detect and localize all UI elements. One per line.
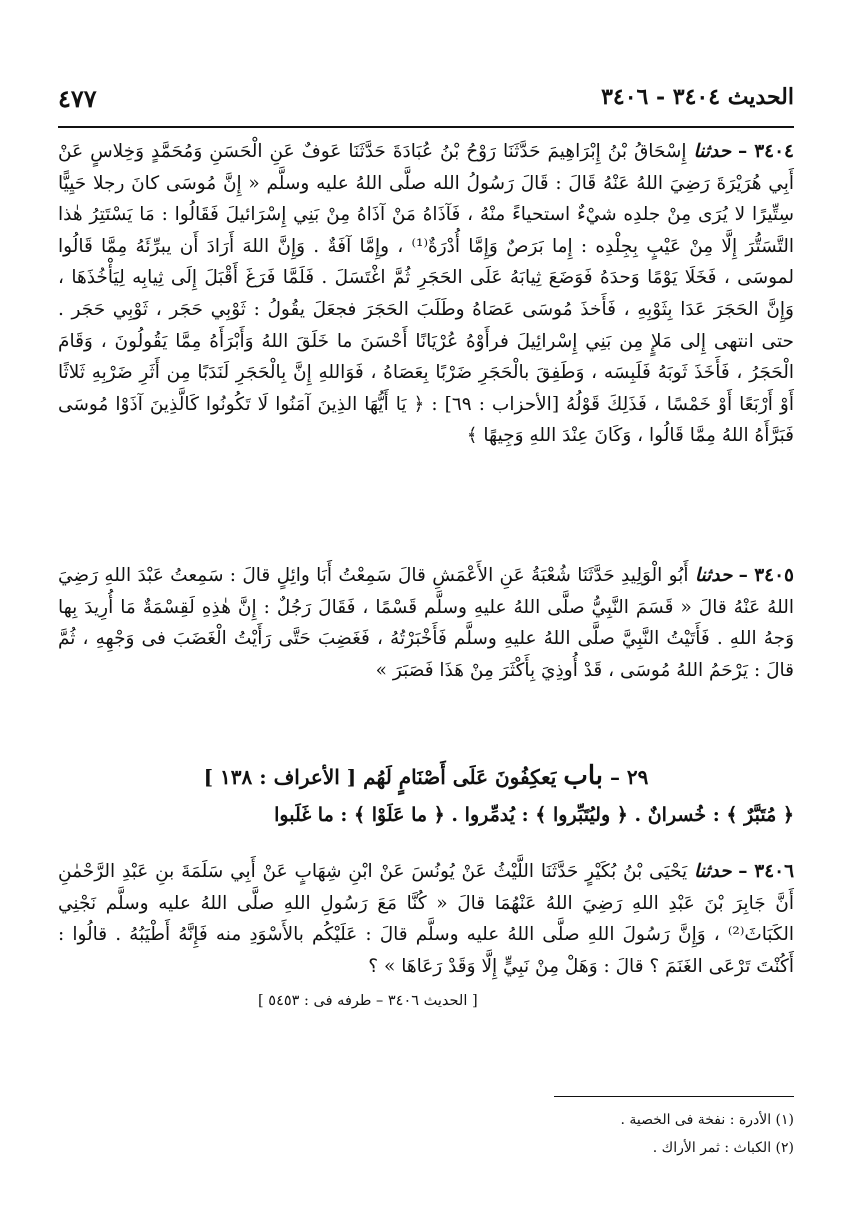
- footnote-2: (٢) الكباث : ثمر الأراك .: [652, 1140, 794, 1156]
- running-header: [58, 84, 794, 128]
- footnotes: [58, 1106, 794, 1162]
- chapter-number: ٢٩: [626, 765, 649, 789]
- hadith-3404: [58, 136, 794, 556]
- hadith-number: ٣٤٠٤: [754, 141, 794, 162]
- chapter-gloss: ﴿ مُتَبَّرٌ ﴾ : خُسرانٌ . ﴿ وليُتَبِّروا ﴾ : يُدمِّروا . ﴿ ما عَلَوْا ﴾ : ما غَلَبوا: [274, 804, 794, 826]
- hadith-number: ٣٤٠٥: [754, 565, 794, 586]
- separator: –: [738, 861, 748, 882]
- hadith-3405: [58, 560, 794, 742]
- haddathana-word: حدثنا: [693, 861, 732, 882]
- footnote-divider: [554, 1096, 794, 1097]
- separator: –: [738, 565, 748, 586]
- hadith-text: إِسْحَاقُ بْنُ إِبْرَاهِيمَ حَدَّثَنَا رَوْحُ بْنُ عُبَادَةَ حَدَّثَنَا عَوفٌ عَنِ الْحَسَنِ وَمُحَمَّدٍ وَخِلاسٍ عَنْ أَبِي هُرَيْرَةَ رَضِيَ اللهُ عَنْهُ قَالَ : قَالَ رَسُولُ الله صلَّى اللهُ عليه وسلَّم « إِنَّ مُوسَى كانَ رجلا حَيِيًّا سِتِّيرًا لا يُرَى مِنْ جلدِه شيْءٌ استحياءً منْهُ ، فَآذَاهُ مَنْ آذَاهُ مِنْ بَنِي إِسْرَائيلَ فَقَالُوا : مَا يَسْتَتِرُ هٰذا التَّسَتُّرَ إِلَّا مِنْ عَيْبٍ بِجِلْدِه : إِما بَرَصٌ وَإِمَّا أُدْرَةٌ⁽¹⁾ ، وإِمَّا آفَةٌ . وَإِنَّ اللهَ أَرَادَ أَن يبرِّئَهُ مِمَّا قَالُوا لموسَى ، فَخَلَا يَوْمًا وَحدَهُ فَوَضَعَ ثِيابَهُ عَلَى الحَجَرِ ثُمَّ اغْتَسَلَ . فَلَمَّا فَرَغَ أَقْبَلَ إِلَى ثِيابِه لِيَأْخُذَهَا ، وَإِنَّ الحَجَرَ عَدَا بِثَوْبِهِ ، فَأَخذَ مُوسَى عَصَاهُ وطَلَبَ الحَجَرَ فجعَلَ يقُولُ : ثَوْبِي حَجَر ، ثَوْبِي حَجَر . حتى انتهى إِلى مَلإٍ مِن بَنِي إِسْرائِيلَ فرأَوْهُ عُرْيَانًا أَحْسَنَ ما خَلَقَ اللهُ وَأَبْرَأَهُ مِمَّا يَقُولُونَ ، وَقَامَ الْحَجَرُ ، فَأَخَذَ ثَوبَهُ فَلَبِسَه ، وَطَفِقَ بالْحَجَرِ ضَرْبًا بِعَصَاهُ ، فَوَاللهِ إِنَّ بِالْحَجَرِ لَنَدَبًا مِن أَثَرِ ضَرْبِهِ ثَلاثًا أَوْ أَرْبَعًا أَوْ خَمْسًا ، فَذَلِكَ قَوْلُهُ [الأحزاب : ٦٩] : ﴿ يَا أَيُّهَا الذِينَ آمَنُوا لَا تَكُونُوا كَالَّذِينَ آذَوْا مُوسَى فَبَرَّأَهُ اللهُ مِمَّا قَالُوا ، وَكَانَ عِنْدَ اللهِ وَجِيهًا ﴾: [58, 141, 794, 447]
- hadith-number: ٣٤٠٦: [754, 861, 795, 882]
- bab-word: باب: [563, 761, 603, 791]
- hadith-3406: [58, 856, 794, 986]
- hadith-text: يَحْيَى بْنُ بُكَيْرٍ حَدَّثَنَا اللَّيْثُ عَنْ يُونُسَ عَنْ ابْنِ شِهَابٍ عَنْ أَبِي سَلَمَةَ بنِ عَبْدِ الرَّحْمٰنِ أَنَّ جَابِرَ بْنَ عَبْدِ اللهِ رَضِيَ اللهُ عَنْهُمَا قالَ « كُنَّا مَعَ رَسُولِ اللهِ صلَّى اللهُ عليه وسلَّم نَجْنِي الكَبَاثَ⁽²⁾ ، وَإِنَّ رَسُولَ اللهِ صلَّى اللهُ عليه وسلَّم قالَ : عَلَيْكُم بالأَسْوَدِ منه فَإِنَّهُ أَطْيَبُهُ . قالُوا : أَكُنْتَ تَرْعَى الغَنَمَ ؟ قالَ : وَهَلْ مِنْ نَبِيٍّ إِلَّا وَقَدْ رَعَاهَا » ؟: [58, 861, 794, 977]
- page-body: [58, 136, 794, 1016]
- footnote-1: (١) الأدرة : نفخة فى الخصية .: [620, 1112, 794, 1128]
- chapter-label: الحديث ٣٤٠٤ - ٣٤٠٦: [601, 84, 794, 110]
- separator: –: [738, 141, 748, 162]
- chapter-heading: [58, 758, 794, 794]
- haddathana-word: حدثنا: [693, 141, 732, 162]
- chapter-title: يَعكِفُونَ عَلَى أَصْنَامٍ لَهُم [ الأعراف : ١٣٨ ]: [203, 765, 557, 789]
- separator: –: [609, 765, 620, 789]
- page-number: ٤٧٧: [58, 84, 97, 113]
- hadith-text: أَبُو الْوَلِيدِ حَدَّثَنَا شُعْبَةُ عَنِ الأَعْمَشِ قالَ سَمِعْتُ أَبَا وائِلٍ قالَ : سَمِعتُ عَبْدَ اللهِ رَضِيَ اللهُ عَنْهُ قالَ « قَسَمَ النَّبِيُّ صلَّى اللهُ عليهِ وسلَّم قَسْمًا ، فَقَالَ رَجُلٌ : إِنَّ هٰذِهِ لَقِسْمَةٌ مَا أُرِيدَ بِها وَجهُ اللهِ . فَأَتَيْتُ النَّبِيَّ صلَّى اللهُ عليهِ وسلَّم فَأَخْبَرْتُهُ ، فَغَضِبَ حَتَّى رَأَيْتُ الْغَضَبَ فى وَجْهِهِ ، ثُمَّ قالَ : يَرْحَمُ اللهُ مُوسَى ، قَدْ أُوذِيَ بِأَكْثَرَ مِنْ هَذَا فَصَبَرَ »: [58, 565, 794, 681]
- related-reference: [ الحديث ٣٤٠٦ – طرفه فى : ٥٤٥٣ ]: [258, 993, 478, 1009]
- haddathana-word: حدثنا: [694, 565, 733, 586]
